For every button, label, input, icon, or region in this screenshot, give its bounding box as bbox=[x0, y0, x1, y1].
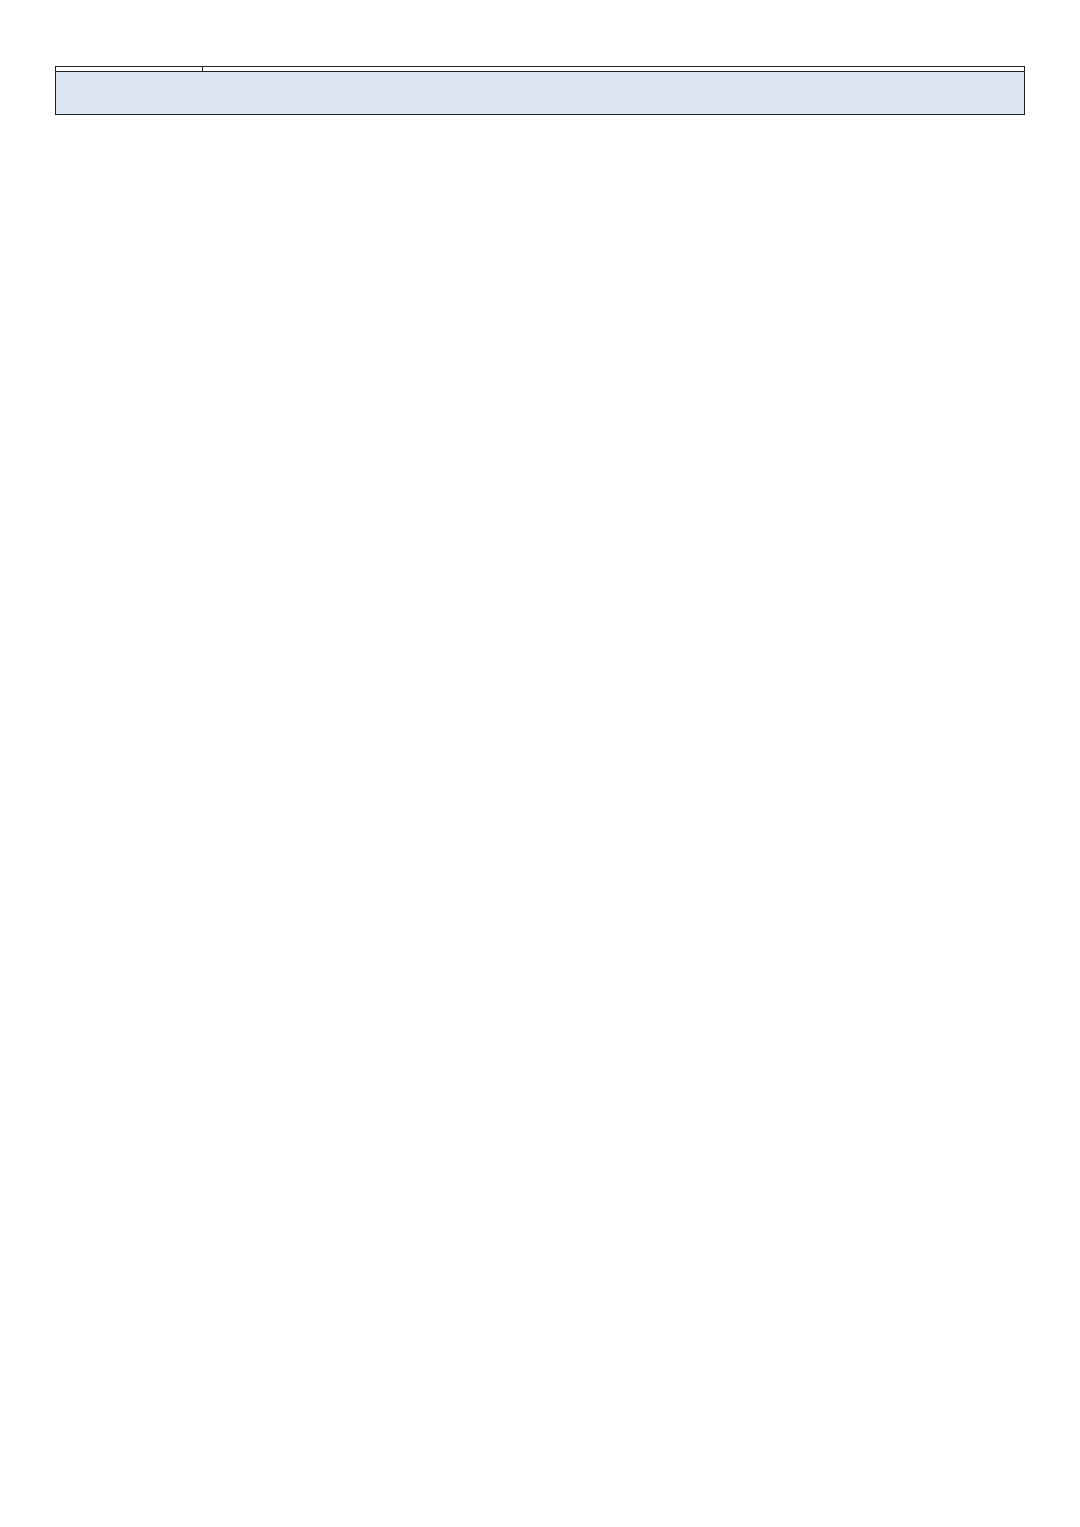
continuation-content bbox=[202, 67, 1024, 71]
section-title bbox=[56, 72, 1025, 115]
watermark bbox=[60, 300, 1060, 1200]
document-table bbox=[55, 66, 1025, 115]
